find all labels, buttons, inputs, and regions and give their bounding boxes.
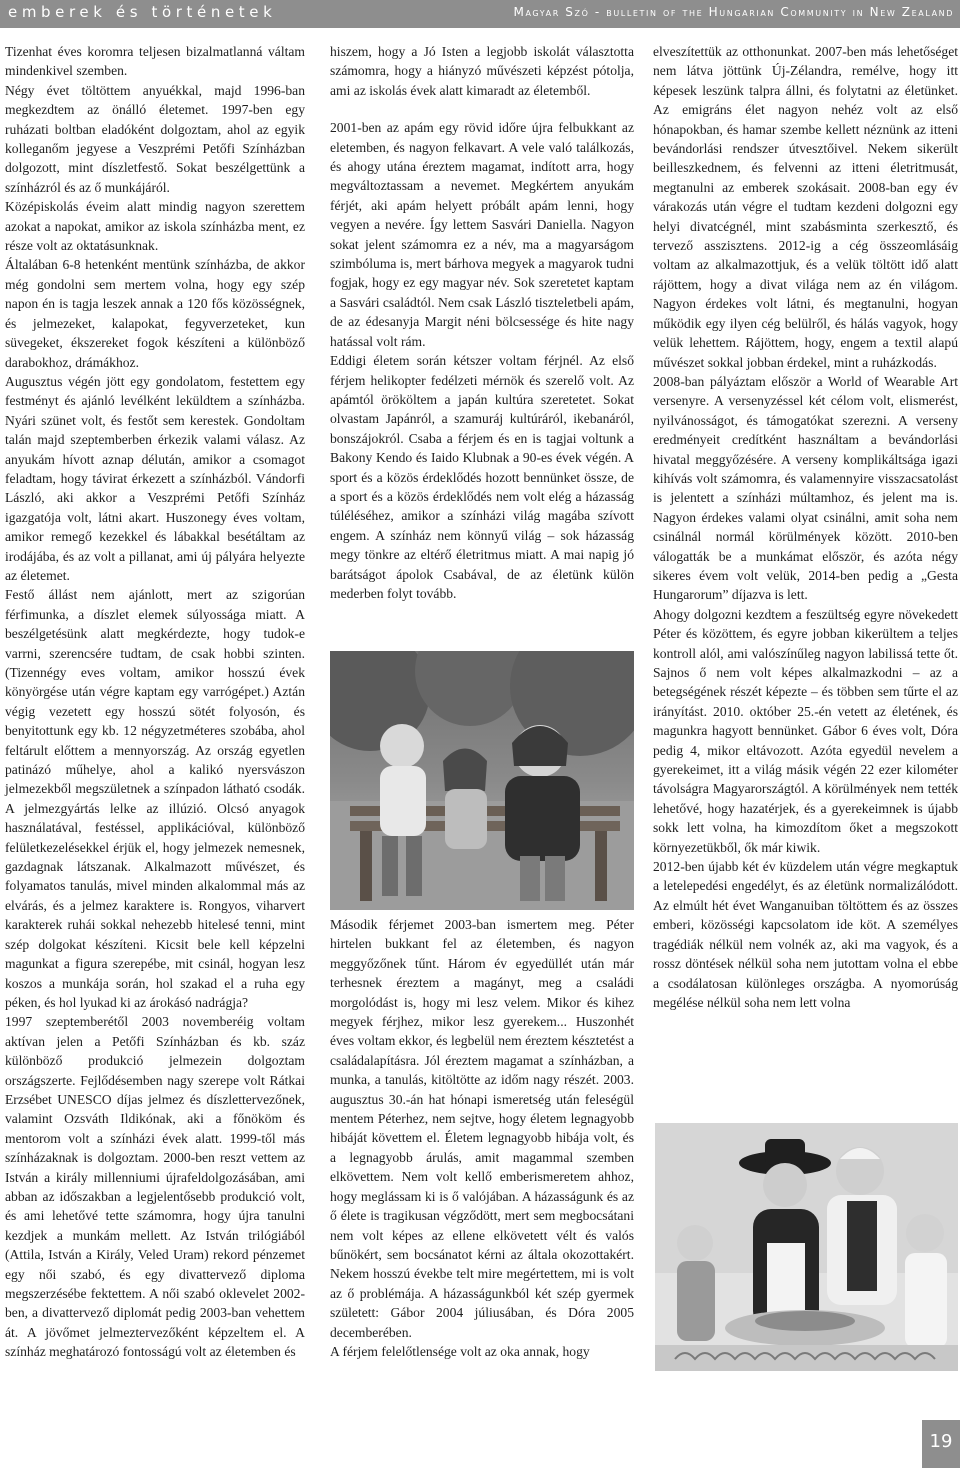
paragraph: 1997 szeptemberétől 2003 novemberéig voltam aktívan jelen a Petőfi Színházban és kb. száz különböző produkció jelmezein dolgoztam országszerte. Fejlődésemben nagy szerepe volt Rátkai Erzsébet UNESCO díjas jelmez és díszlettervezőnek, valamint Ozsváth Ildikónak, aki a főnököm és mentorom volt a színházi évek alatt. 1999-től más színházaknak is dolgoztam. 2000-ben reszt vettem az István a király millenniumi újrafeldolgozásában, ami abban az időszakban a legjelentősebb produkció volt, és ami lehetővé tette számomra, hogy újra tanulni kezdjek a munkám mellett. Az István trilógiából (Attila, István a Király, Veled Uram) rekord pénzemet egy női szabó, és egy divattervező diploma megszerzésébe fektettem. A női szabó oklevelet 2002-ben, a divattervező diplomát pedig 2003-ban vehettem át. A jövőmet jelmeztervezőként képzeltem el. A színház meghatározó fontosságú volt az életemben és xyxy=(5,1014,305,1360)
column-3 xyxy=(653,42,958,1012)
paragraph: Ahogy dolgozni kezdtem a feszültség egyre növekedett Péter és közöttem, és egyre jobban kikerültem a teljes kontroll alól, ami valószínűleg nagyon labilissá tette őt. Sajnos ő nem volt képes alkalmazkodni – az a betegségének részét képezte – és többen sem tűrte el az irányítást. 2010. október 25.-én vetett az életének, és magunkra hagyott bennünket. Gábor 6 éves volt, Dóra pedig 4, mikor eltávozott. Azóta egyedül nevelem a gyerekeimet, itt a világ másik végén 22 ezer kilométer távolságra Magyarországtól. A körülmények nem tették lehetővé, hogy hazatérjek, és a gyerekeimnek is újabb sokk lett volna, ha kimozdítom őket a megszokott környezetükből, ők már kiwik. xyxy=(653,606,958,855)
page-number: 19 xyxy=(929,1431,953,1452)
paragraph: hiszem, hogy a Jó Isten a legjobb iskolát választotta számomra, hogy a hiányzó művészeti képzést pótolja, ami az iskolás évek alatt kimaradt az életemből. xyxy=(330,44,634,98)
paragraph: Négy évet töltöttem anyuékkal, majd 1996-ban megkezdtem az önálló életemet. 1997-ben egy ruházati boltban eladóként dolgoztam, ahol az egyik kolleganőm jegyese a Veszprémi Petőfi Színházban dolgozott, mint díszletfestő. Sokat beszélgettünk a színházról és az ő munkájáról. xyxy=(5,82,305,195)
paragraph: Festő állást nem ajánlott, mert az szigorúan férfimunka, a díszlet elemek súlyossága miatt. A beszélgetésünk alatt megkérdezte, hogy tudok-e varrni, szerencsére tudtam, de csak hobbi szinten. (Tizennégy eves voltam, amikor hosszú évek könyörgése után végre kaptam egy varrógépet.) Aztán végig vezetett egy hosszú sötét folyosón, és benyitottunk egy kb. 12 négyzetméteres szobába, ahol feltárult előttem a mennyország. Az ország egyetlen patinázó műhelye, ahol a kalikó nyersvászon jelmezekből megszületnek a színpadon látható csodák. A jelmezgyártás lelke az illúzió. Olcsó anyagok használatával, festéssel, applikációval, különböző felületkezelésekkel érjük el, hogy jelmezek nemesnek, gazdagnak látszanak. Alkalmazott művészet, és folyamatos tanulás, mivel minden alkalommal más az elvárás, és a jelmez karaktere is. Rongyos, viharvert karakterek ruhái sokkal nehezebb hitelesé tenni, mint szép dolgokat készíteni. Kicsit bele kell képzelni magunkat a figura szerepébe, mit csinál, hogyan lesz koszos a munkája során, hol szakad el a ruha egy péken, és hol lyukad ki az árokásó nadrágja? xyxy=(5,587,305,1010)
page-header xyxy=(0,0,960,28)
paragraph: Eddigi életem során kétszer voltam férjnél. Az első férjem helikopter fedélzeti mérnök és szerelő volt. Az apámtól örököltem a japán kultúra szeretetet. Sokat olvastam Japánról, a szamuráj kultúráról, ikebanáról, bonszájokról. Csaba a férjem és en is tagjai voltunk a Bakony Kendo és Iaido Klubnak a 90-es évek végén. A sport és a közös érdeklődés hozott bennünket össze, de a sport és a közös érdeklődés nem volt elég a házasság túléléséhez, amikor a színházi világ magába szívott engem. A színház nem könnyű világ – sok házasság megy tönkre az eltérő életritmus miatt. A mai napig jó barátságot ápolok Csabával, de az életünk külön mederben folyt tovább. xyxy=(330,353,634,601)
paragraph: 2001-ben az apám egy rövid időre újra felbukkant az eletemben, és nagyon felkavart. A vele való találkozás, és ahogy utána éreztem magamat, indított arra, hogy megváltoztassam a nevemet. Megkértem anyukám férjét, aki apám helyett próbált apám lenni, hogy vegyen a nevére. Így lettem Sasvári Daniella. Nagyon sokat jelent számomra ez a név, ma a magyarságom szimbóluma is, mert bárhova megyek a magyarok tudni fogjak, hogy ez egy magyar név. Sok szeretetet kaptam a Sasvári családtól. Nem csak László tiszteletbeli apám, de az édesanyja Margit néni bölcsessége és hite nagy hatással volt rám. xyxy=(330,120,634,349)
paragraph: Augusztus végén jött egy gondolatom, festettem egy festményt és ajánló levélként leküldtem a színházba. Nyári szünet volt, és festőt sem kerestek. Gondoltam talán majd szeptemberben érkezik valami válasz. Az anyukám hívott aznap délután, amikor a csomagot feladtam, hogy távirat érkezett a színházból. Vándorfi László, aki akkor a Veszprémi Petőfi Színház igazgatója volt, látni akart. Huszonegy éves voltam, amikor remegő kezekkel és lábakkal besétáltam az irodájába, és az volt a pillanat, ami új pályára helyezte az életemet. xyxy=(5,373,305,583)
column-1 xyxy=(5,42,305,1362)
photo-illustration-bench xyxy=(330,651,634,910)
page-number-box xyxy=(922,1420,960,1468)
paragraph: Második férjemet 2003-ban ismertem meg. Péter hirtelen bukkant fel az életemben, és nagyon meggyőzőnek tűnt. Három év egyedüllét után már terhesnek éreztem a magányt, meg a családi morgolódást is, hogy mi lesz velem. Mikor és kihez megyek férjhez, mikor lesz gyerekem... Huszonhét éves voltam ekkor, és legbelül nem éreztem késztetést a családalapításra. Jól éreztem magamat a színházban, a munka, a tanulás, kitöltötte az időm nagy részét. 2003. augusztus 30.-án hat hónapi ismeretség után feleségül mentem Péterhez, nem sejtve, hogy életem legnagyobb hibáját követtem el. Életem legnagyobb hibája volt, és a legnagyobb árulás, amit magammal szemben elkövettem. Nem volt kellő emberismeretem ahhoz, hogy meglássam ki is ő valójában. A házasságunk és az ő élete is tragikusan végződött, mert sem megbocsátani nem volt képes az ellene elkövetett vélt és valós bűnökért, sem bocsánatot kérni az általa okozottakért. Nekem hosszú évekbe telt mire megértettem, mi is volt az ő problémája. A házasságunkból két szép gyermek született: Gábor 2004 júliusában, és Dóra 2005 decemberében. xyxy=(330,917,634,1340)
family-photo-bench xyxy=(330,651,634,910)
family-photo-costumes xyxy=(655,1123,958,1371)
photo-illustration-costumes xyxy=(655,1123,958,1371)
column-2-after-photo xyxy=(330,915,634,1361)
paragraph: Középiskolás éveim alatt mindig nagyon szerettem azokat a napokat, amikor az iskola színházba ment, ez része volt az oktatásunknak. xyxy=(5,199,305,254)
paragraph: Tizenhat éves koromra teljesen bizalmatlanná váltam mindenkivel szemben. xyxy=(5,44,305,79)
paragraph: A férjem felelőtlensége volt az oka annak, hogy xyxy=(330,1343,590,1359)
column-2 xyxy=(330,42,634,603)
paragraph: 2008-ban pályáztam először a World of Wearable Art versenyre. A versenyzéssel két célom volt, elismerést, nyilvánosságot, és támogatókat szerezni. A verseny eredményeit credítként használtam a bevándorlási hivatal meggyőzésére. A verseny komplikáltsága igazi kihívás volt számomra, és valamennyire visszacsatolást is jelentett a színházi múltamhoz, és jelent ma is. Nagyon érdekes valami olyat csinálni, amit soha nem csinálnál normál körülmények között. 2010-ben válogatták be a munkámat először, és azóta négy sikeres évem volt velük, 2014-ben pedig a „Gesta Hungarorum” díjazva is lett. xyxy=(653,373,958,603)
paragraph: 2012-ben újabb két év küzdelem után végre megkaptuk a letelepedési engedélyt, és az életünk normalizálódott. Az elmúlt hét évet Wanganuiban töltöttem és az összes emberi, közösségi kapcsolatom ide köt. A személyes tragédiák nélkül nem volnék az, aki ma vagyok, és a rossz döntések nélkül soha nem jutottam volna el ebbe a csodálatosan különleges országba. A nyomorúság megélése nélkül soha nem lett volna xyxy=(653,859,958,1010)
paragraph: elveszítettük az otthonunkat. 2007-ben más lehetőséget nem látva jöttünk Új-Zélandra, remélve, hogy itt képesek leszünk talpra állni, és folytatni az életünket. Az emigráns élet nagyon nehéz volt az első hónapokban, és hamar szembe kellett néznünk az itteni bevándorlási rendszer útvesztőivel. Nekem sikerült beilleszkednem, és felvenni az itteni életritmusát, megtanulni az emberek szokásait. 2008-ban egy év várakozás után végre el tudtam kezdeni dolgozni egy helyi divatcégnél, mint szabásminta szerkesztő, és tervező asszisztens. 2012-ig a cég összeomlásáig voltam az alkalmazottjuk, és a velük töltött idő alatt rájöttem, hogy a divat világa nem az én világom. Nagyon érdekes volt látni, és megtanulni, hogyan működik egy ilyen cég belülről, és hálás vagyok, hogy velük lehettem. Rájöttem, hogy, engem a textil alapú művészet sokkal jobban érdekel, mint a ruházkodás. xyxy=(653,44,958,370)
paragraph: Általában 6-8 hetenként mentünk színházba, de akkor még gondolni sem mertem volna, hogy egy szép napon én is tagja leszek annak a 120 fős közösségnek, és jelmezeket, kalapokat, fegyverzeteket, kun süvegeket, ékszereket fogok készíteni a különböző darabokhoz, drámákhoz. xyxy=(5,257,305,370)
publication-title: Magyar Szó - bulletin of the Hungarian Community in New Zealand xyxy=(513,5,954,19)
section-title: emberek és történetek xyxy=(8,3,277,21)
